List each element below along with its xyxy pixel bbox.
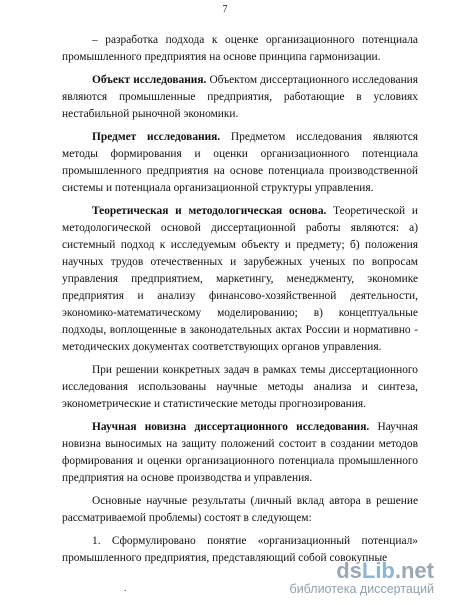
paragraph — [62, 72, 418, 123]
watermark-subtitle: библиотека диссертаций — [289, 582, 434, 596]
paragraph — [62, 203, 418, 356]
page-number: 7 — [222, 4, 228, 15]
paragraph-text: Предметом исследования являются методы формирования и оценки организационного потенциала промышленного предприятия на основе потенциала производственной системы и потенциала организационной структуры управления. — [62, 131, 419, 194]
paragraph-text: При решении конкретных задач в рамках темы диссертационного исследования использованы научные методы анализа и синтеза, эконометрические и статистические методы прогнозирования. — [62, 364, 418, 410]
logo-part: .net — [394, 558, 434, 583]
paragraph — [62, 32, 418, 66]
document-body — [62, 32, 418, 573]
paragraph-text: Научная новизна выносимых на защиту положений состоит в создании методов формирования и оценки организационного потенциала промышленного предприятия на основе производства и управления. — [62, 421, 418, 484]
paragraph-lead: Предмет исследования. — [92, 131, 221, 143]
paragraph-text: Объектом диссертационного исследования являются промышленные предприятия, работающие в условиях нестабильной рыночной экономики. — [62, 74, 418, 120]
watermark — [290, 560, 434, 597]
paragraph-text: Основные научные результаты (личный вклад автора в решение рассматриваемой проблемы) состоят в следующем: — [62, 495, 418, 524]
paragraph-text: – разработка подхода к оценке организационного потенциала промышленного предприятия на основе принципа гармонизации. — [62, 34, 418, 63]
logo-part: Lib — [361, 558, 395, 583]
paragraph — [62, 493, 418, 527]
paragraph — [62, 129, 418, 197]
logo-part: ds — [336, 558, 362, 583]
paragraph-text: Теоретической и методологической основой диссертационной работы являются: а) системный подход к исследуемым объекту и предмету; б) положения научных трудов отечественных и зарубежных ученых по вопросам управления предприятием, маркетингу, менеджменту, экономике предприятия и анализу финансово-хозяйственной деятельности, экономико-математическому моделированию; в) концептуальные подходы, воплощенные в законодательных актах России и нормативно - методических документах соответствующих органов управления. — [62, 205, 418, 353]
paragraph-lead: Научная новизна диссертационного исследования. — [92, 421, 370, 433]
footer-mark: . — [124, 583, 127, 594]
dslib-logo — [290, 560, 434, 582]
paragraph-lead: Объект исследования. — [92, 74, 207, 86]
paragraph-text: 1. Сформулировано понятие «организационный потенциал» промышленного предприятия, представляющий собой совокупные — [62, 535, 418, 564]
paragraph — [62, 362, 418, 413]
paragraph — [62, 419, 418, 487]
paragraph-lead: Теоретическая и методологическая основа. — [92, 205, 327, 217]
